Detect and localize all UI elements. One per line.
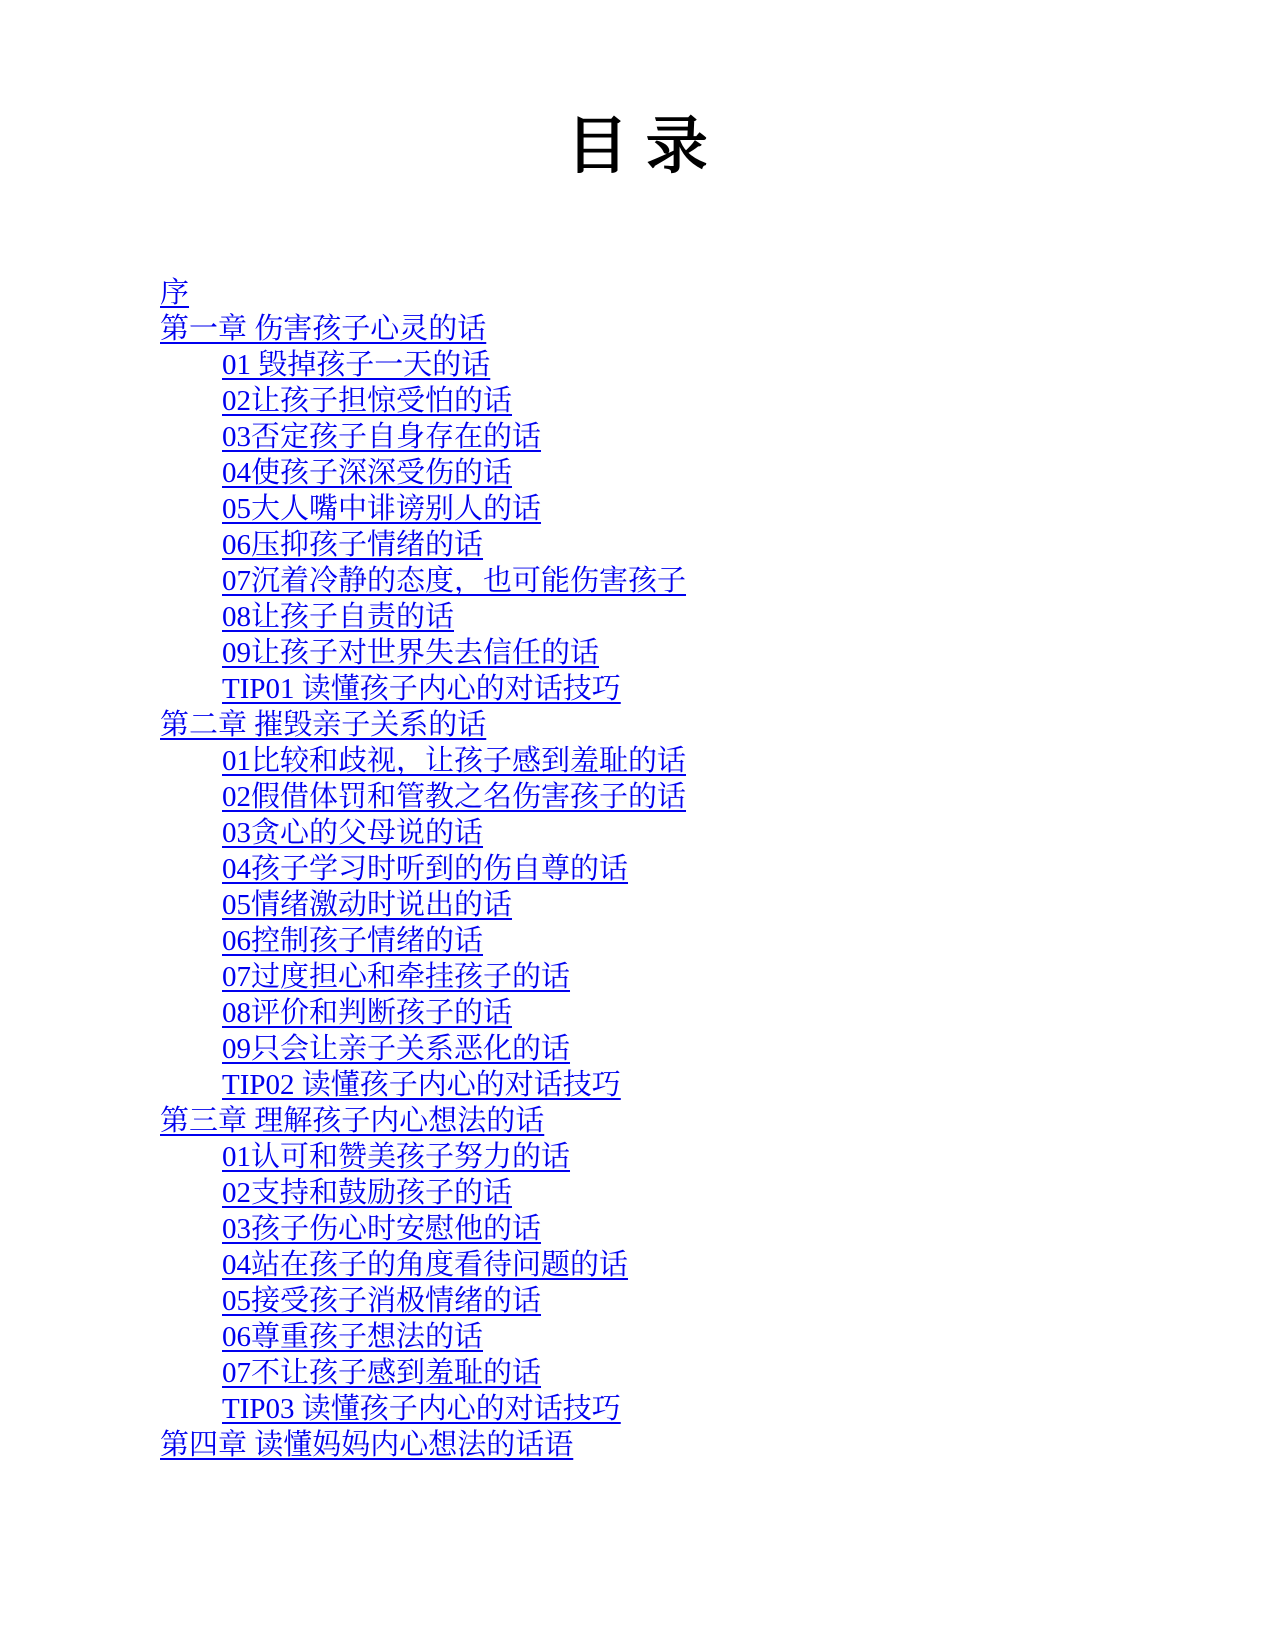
toc-link[interactable]: 08评价和判断孩子的话 <box>222 997 513 1030</box>
toc-line <box>160 491 1155 527</box>
toc-link[interactable]: 07过度担心和牵挂孩子的话 <box>222 961 571 994</box>
toc-line <box>160 1175 1155 1211</box>
toc-line <box>160 1247 1155 1283</box>
toc-line <box>160 1139 1155 1175</box>
toc-line <box>160 887 1155 923</box>
toc-line <box>160 563 1155 599</box>
toc-line <box>160 1319 1155 1355</box>
toc-line <box>160 923 1155 959</box>
toc-line <box>160 419 1155 455</box>
toc-link[interactable]: TIP02 读懂孩子内心的对话技巧 <box>222 1069 621 1102</box>
toc-link[interactable]: 01 毁掉孩子一天的话 <box>222 349 491 382</box>
toc-line <box>160 707 1155 743</box>
toc-link[interactable]: 第一章 伤害孩子心灵的话 <box>160 313 487 346</box>
toc-link[interactable]: 01认可和赞美孩子努力的话 <box>222 1141 571 1174</box>
toc-link[interactable]: 第四章 读懂妈妈内心想法的话语 <box>160 1429 574 1462</box>
toc-line <box>160 383 1155 419</box>
toc-link[interactable]: 第二章 摧毁亲子关系的话 <box>160 709 487 742</box>
toc-line <box>160 455 1155 491</box>
toc-link[interactable]: 01比较和歧视，让孩子感到羞耻的话 <box>222 745 687 778</box>
toc-link[interactable]: TIP01 读懂孩子内心的对话技巧 <box>222 673 621 706</box>
toc-link[interactable]: 07不让孩子感到羞耻的话 <box>222 1357 542 1390</box>
toc-link[interactable]: 02让孩子担惊受怕的话 <box>222 385 513 418</box>
toc-link[interactable]: 序 <box>160 277 190 310</box>
toc-line <box>160 815 1155 851</box>
toc-line <box>160 635 1155 671</box>
toc-link[interactable]: 03贪心的父母说的话 <box>222 817 484 850</box>
toc-link[interactable]: 04使孩子深深受伤的话 <box>222 457 513 490</box>
toc-line <box>160 347 1155 383</box>
toc-line <box>160 995 1155 1031</box>
toc-link[interactable]: 06尊重孩子想法的话 <box>222 1321 484 1354</box>
toc-link[interactable]: 04孩子学习时听到的伤自尊的话 <box>222 853 629 886</box>
toc-line <box>160 275 1155 311</box>
toc-line <box>160 311 1155 347</box>
toc-line <box>160 779 1155 815</box>
toc-line <box>160 1283 1155 1319</box>
page-title: 目 录 <box>566 113 709 181</box>
toc-link[interactable]: 05大人嘴中诽谤别人的话 <box>222 493 542 526</box>
toc-link[interactable]: 09只会让亲子关系恶化的话 <box>222 1033 571 1066</box>
toc-line <box>160 599 1155 635</box>
toc-link[interactable]: 05情绪激动时说出的话 <box>222 889 513 922</box>
toc-link[interactable]: 04站在孩子的角度看待问题的话 <box>222 1249 629 1282</box>
toc-line <box>160 851 1155 887</box>
toc-line <box>160 1067 1155 1103</box>
toc-link[interactable]: 08让孩子自责的话 <box>222 601 455 634</box>
toc-line <box>160 1427 1155 1463</box>
toc-line <box>160 1391 1155 1427</box>
toc-link[interactable]: 06压抑孩子情绪的话 <box>222 529 484 562</box>
toc-link[interactable]: TIP03 读懂孩子内心的对话技巧 <box>222 1393 621 1426</box>
toc-list <box>160 275 1155 1463</box>
toc-line <box>160 959 1155 995</box>
toc-link[interactable]: 05接受孩子消极情绪的话 <box>222 1285 542 1318</box>
toc-link[interactable]: 09让孩子对世界失去信任的话 <box>222 637 600 670</box>
toc-line <box>160 527 1155 563</box>
toc-link[interactable]: 03否定孩子自身存在的话 <box>222 421 542 454</box>
toc-link[interactable]: 06控制孩子情绪的话 <box>222 925 484 958</box>
toc-link[interactable]: 07沉着冷静的态度，也可能伤害孩子 <box>222 565 687 598</box>
toc-line <box>160 1031 1155 1067</box>
toc-line <box>160 1211 1155 1247</box>
toc-line <box>160 1355 1155 1391</box>
toc-link[interactable]: 第三章 理解孩子内心想法的话 <box>160 1105 545 1138</box>
toc-line <box>160 671 1155 707</box>
toc-line <box>160 1103 1155 1139</box>
toc-link[interactable]: 02假借体罚和管教之名伤害孩子的话 <box>222 781 687 814</box>
toc-link[interactable]: 03孩子伤心时安慰他的话 <box>222 1213 542 1246</box>
toc-line <box>160 743 1155 779</box>
toc-link[interactable]: 02支持和鼓励孩子的话 <box>222 1177 513 1210</box>
